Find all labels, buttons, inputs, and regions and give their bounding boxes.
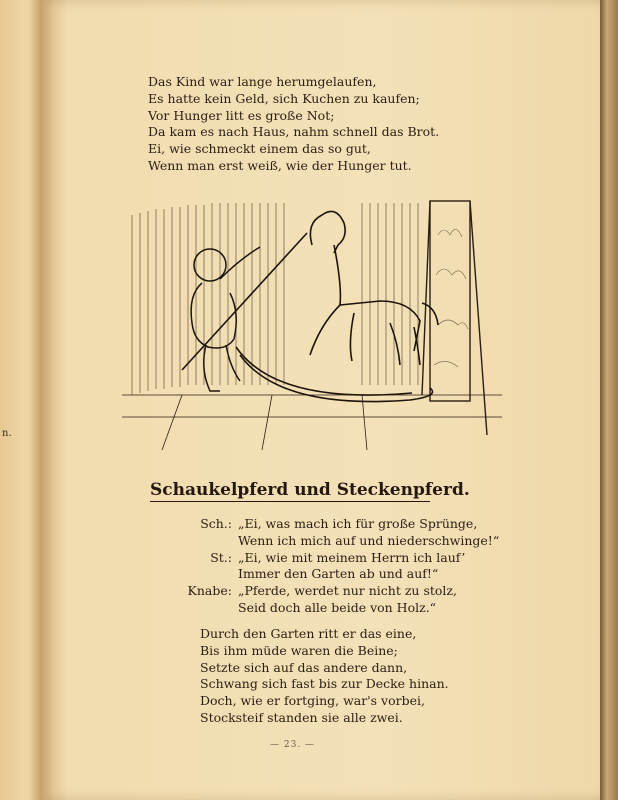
speaker-label: St.: (210, 549, 232, 565)
poem-line: Ei, wie schmeckt einem das so gut, (148, 141, 371, 157)
poem-line: Bis ihm müde waren die Beine; (200, 642, 398, 658)
poem-line: Durch den Garten ritt er das eine, (200, 626, 417, 641)
speaker-label: Knabe: (187, 583, 232, 599)
poem-riding (200, 626, 449, 727)
poem-line: Da kam es nach Haus, nahm schnell das Brot. (148, 124, 440, 140)
dialogue-line (140, 583, 499, 600)
poem-line: Es hatte kein Geld, sich Kuchen zu kaufen; (148, 90, 420, 106)
left-page-fragment: n. (2, 428, 12, 439)
left-page-edge (0, 0, 40, 800)
speaker-label: Sch.: (200, 516, 232, 531)
speaker-label (140, 533, 238, 550)
book-page (40, 0, 600, 800)
page-number: — 23. — (270, 740, 316, 750)
dialogue-stanza (140, 516, 499, 617)
dialogue-line (140, 533, 499, 550)
dialogue-text: „Ei, was mach ich für große Sprünge, (238, 516, 478, 531)
dialogue-line (140, 550, 499, 567)
poem-line: Vor Hunger litt es große Not; (148, 107, 335, 123)
poem-title: Schaukelpferd und Steckenpferd. (150, 480, 470, 500)
dialogue-line (140, 566, 499, 583)
poem-line: Das Kind war lange herumgelaufen, (148, 74, 377, 89)
dialogue-line (140, 516, 499, 533)
dialogue-text: Seid doch alle beide von Holz.“ (238, 599, 437, 615)
dialogue-text: Immer den Garten ab und auf!“ (238, 566, 439, 582)
speaker-label (140, 566, 238, 583)
speaker-label (140, 600, 238, 617)
dialogue-line (140, 600, 499, 617)
dialogue-text: „Pferde, werdet nur nicht zu stolz, (238, 583, 457, 599)
poem-line: Doch, wie er fortging, war's vorbei, (200, 693, 425, 709)
dialogue-text: „Ei, wie mit meinem Herrn ich lauf’ (238, 549, 466, 565)
child-with-rocking-horse-illustration (122, 195, 502, 450)
dialogue-text: Wenn ich mich auf und niederschwinge!“ (238, 532, 500, 548)
poem-line: Schwang sich fast bis zur Decke hinan. (200, 676, 449, 692)
book-right-edge (600, 0, 618, 800)
poem-hunger (148, 74, 439, 175)
poem-line: Wenn man erst weiß, wie der Hunger tut. (148, 157, 412, 173)
poem-line: Stocksteif standen sie alle zwei. (200, 709, 403, 725)
poem-line: Setzte sich auf das andere dann, (200, 659, 408, 675)
